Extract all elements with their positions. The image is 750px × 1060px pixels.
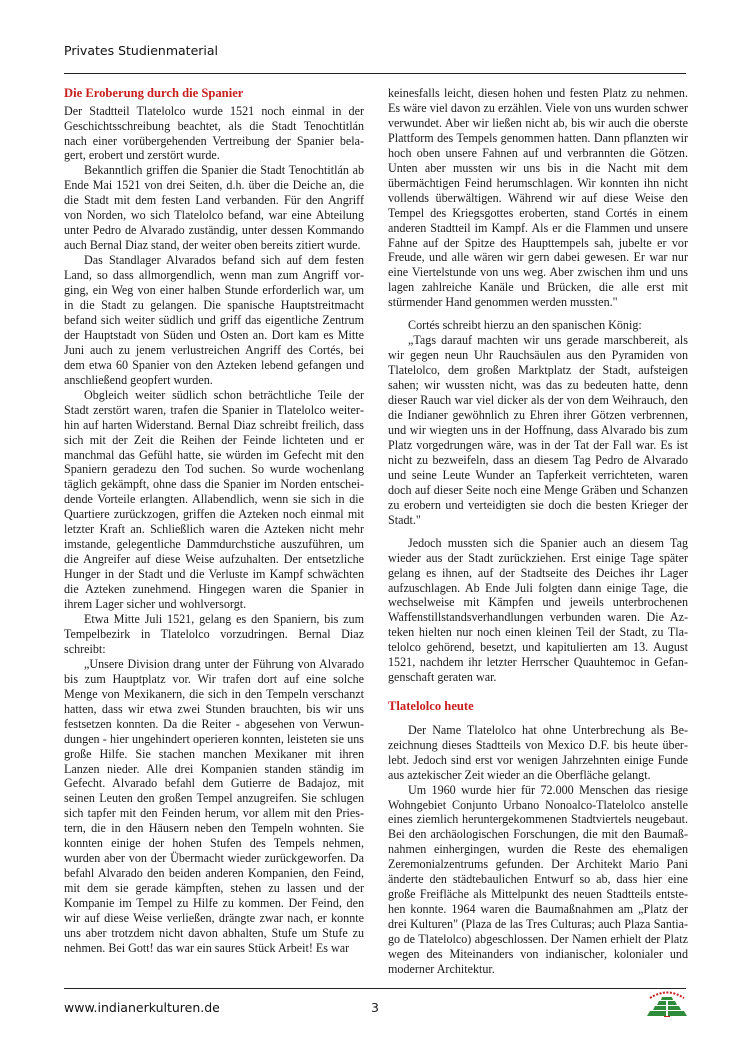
paragraph: Jedoch mussten sich die Spanier auch an diesem Tag wieder aus der Stadt zurückziehen. Erst einige Tage später gelang es ihnen, auf der Stadtseite des Deiches ihr Lager aufzuschlagen. Ab Ende Juli folgten dann einige Tage, die wechselweise mit Kämpfen und jeweils unterbrochenen Waffenstillstandsverhandlungen verbunden waren. Die Azteken hielten nur noch einen kleinen Teil der Stadt, zu Tlatelolco gehörend, besetzt, und kapitulierten am 13. August 1521, nachdem ihr letzter Herrscher Quauhtemoc in Gefangenschaft geraten war.: [388, 535, 688, 685]
paragraph: Bekanntlich griffen die Spanier die Stadt Tenochtitlán ab Ende Mai 1521 von drei Seiten, d.h. über die Deiche an, die die Stadt mit dem festen Land verbanden. Für den Angriff von Norden, wo sich Tlatelolco befand, war eine Abteilung unter Pedro de Alvarado zuständig, unter dessen Kommando auch Bernal Diaz stand, der weiter oben bereits zitiert wurde.: [64, 163, 364, 253]
pyramid-logo-icon: [642, 989, 692, 1017]
page-header-title: Privates Studienmaterial: [64, 43, 219, 58]
quote-paragraph: „Unsere Division drang unter der Führung von Alvarado bis zum Hauptplatz vor. Wir trafen dort auf eine solche Menge von Mexikanern, die sich in den Tempeln verschanzt hatten, dass wir etwa zwei Stunden brauchten, bis wir uns festsetzen konnten. Da die Reiter - abgesehen von Verwundungen - hier ungehindert operieren konnten, leisteten sie uns große Hilfe. Sie stachen manchen Mexikaner mit ihren Lanzen nieder. Alle drei Kompanien standen ständig im Gefecht. Alvarado befahl dem Gutierre de Badajoz, mit seinen Leuten den großen Tempel anzugreifen. Sie schlugen sich tapfer mit den Feinden herum, vor allem mit den Priestern, die in den Häusern neben den Tempeln wohnten. Sie konnten einige der hohen Stufen des Tempels nehmen, wurden aber von der Übermacht wieder zurückgeworfen. Da befahl Alvarado den beiden anderen Kompanien, den Feind, mit dem sie gerade kämpften, stehen zu lassen und der Kompanie im Tempel zu Hilfe zu kommen. Der Feind, den wir auf diese Weise verließen, drängte zwar nach, er konnte uns aber trotzdem nicht davon abhalten, Stufe um Stufe zu nehmen. Bei Gott! das war ein saures Stück Arbeit! Es war: [64, 656, 364, 955]
quote-paragraph: keinesfalls leicht, diesen hohen und festen Platz zu nehmen. Es wäre viel davon zu erzählen. Viele von uns wurden schwer verwundet. Aber wir ließen nicht ab, bis wir auch die oberste Plattform des Tempels genommen hatten. Dann pflanzten wir hoch oben unsere Fahnen auf und verbrannten die Götzen. Unten aber mussten wir uns bis in die Nacht mit dem übermächtigen Feind herumschlagen. Wir konnten ihn nicht vollends überwältigen. Während wir auf diese Weise den Tempel des Kriegsgottes eroberten, stand Cortés in einem anderen Stadtteil im Kampf. Als er die Flammen und unsere Fahne auf der Spitze des Haupttempels sah, jubelte er vor Freude, und alle wären wir gern dabei gewesen. Er war nur eine Viertelstunde von uns weg. Aber zwischen ihm und uns lagen zahlreiche Kanäle und Brücken, die alle erst mit stürmender Hand genommen werden mussten.": [388, 86, 688, 310]
header-divider: [64, 73, 686, 74]
right-column: [388, 86, 688, 977]
footer-url: www.indianerkulturen.de: [64, 1000, 220, 1015]
paragraph: Etwa Mitte Juli 1521, gelang es den Spaniern, bis zum Tempelbezirk in Tlatelolco vorzudringen. Bernal Diaz schreibt:: [64, 612, 364, 656]
paragraph: Der Name Tlatelolco hat ohne Unterbrechung als Bezeichnung dieses Stadtteils von Mexico D.F. bis heute überlebt. Jedoch sind erst vor wenigen Jahrzehnten einige Funde aus aztekischer Zeit wieder an die Oberfläche gelangt.: [388, 722, 688, 782]
paragraph: Das Standlager Alvarados befand sich auf dem festen Land, so dass allmorgendlich, wenn man zum Angriff vorging, ein Weg von einer halben Stunde erforderlich war, um in die Stadt zu gelangen. Die spanische Hauptstreitmacht befand sich weiter südlich und griff das eigentliche Zentrum der Hauptstadt von Süden und Osten an. Dort kam es Mitte Juni auch zu jenem verlustreichen Angriff des Cortés, bei dem etwa 60 Spanier von den Azteken lebend gefangen und anschließend geopfert wurden.: [64, 253, 364, 387]
paragraph: Cortés schreibt hierzu an den spanischen König:: [408, 318, 642, 333]
paragraph: Obgleich weiter südlich schon beträchtliche Teile der Stadt zerstört waren, trafen die Spanier in Tlatelolco weiterhin auf harten Widerstand. Bernal Diaz schreibt freilich, dass sich mit der Zeit die Reihen der Feinde lichteten und er manchmal das Gefühl hatte, sie würden im Gefecht mit den Spaniern geradezu den Tod suchen. So wurde wochenlang täglich gekämpft, ohne dass die Spanier im Norden entscheidende Vorteile erlangten. Allabendlich, wenn sie sich in die Quartiere zurückzogen, griffen die Azteken noch einmal mit letzter Kraft an. Schließlich waren die Azteken nicht mehr imstande, gelegentliche Dammdurchstiche auszuführen, um die Angreifer auf diese Weise aufzuhalten. Der entsetzliche Hunger in der Stadt und die Verluste im Kampf schwächten die Azteken zunehmend. Hingegen waren die Spanier in ihrem Lager sicher und wohlversorgt.: [64, 387, 364, 612]
section-heading-today: Tlatelolco heute: [388, 699, 474, 714]
footer-divider: [64, 988, 686, 989]
left-column: [64, 86, 364, 956]
quote-paragraph: „Tags darauf machten wir uns gerade marschbereit, als wir gegen neun Uhr Rauchsäulen aus den Pyramiden von Tlatelolco, dem großen Marktplatz der Stadt, aufsteigen sahen; wir wussten nicht, was das zu bedeuten hatte, denn dieser Rauch war viel dicker als der von dem Weihrauch, den die Indianer gewöhnlich zu Ehren ihrer Götzen verbrennen, und wir wiegten uns in der Hoffnung, dass Alvarado bis zum Platz vorgedrungen wäre, was in der Tat der Fall war. Es ist nicht zu bezweifeln, dass an diesem Tag Pedro de Alvarado und seine Leute Wunder an Tapferkeit verrichteten, waren doch auf dieser Seite noch eine Menge Gräben und Schanzen zu erobern und verteidigten sie doch die besten Krieger der Stadt.": [388, 333, 688, 527]
page-number: 3: [371, 1000, 379, 1015]
paragraph: Der Stadtteil Tlatelolco wurde 1521 noch einmal in der Geschichtsschreibung beachtet, als die Stadt Tenochtitlán nach einer vorübergehenden Vertreibung der Spanier belagert, erobert und zerstört wurde.: [64, 103, 364, 163]
section-heading-conquest: Die Eroberung durch die Spanier: [64, 86, 244, 100]
paragraph: Um 1960 wurde hier für 72.000 Menschen das riesige Wohngebiet Conjunto Urbano Nonoalco-Tlatelolco anstelle eines ziemlich heruntergekommenen Stadtviertels neugebaut. Bei den archäologischen Forschungen, die mit den Baumaßnahmen einhergingen, wurden die Reste des ehemaligen Zeremonialzentrums gefunden. Der Architekt Mario Pani änderte den städtebaulichen Entwurf so ab, dass hier eine große Freifläche als Mittelpunkt des neuen Stadtteils entstehen konnte. 1964 waren die Baumaßnahmen am „Platz der drei Kulturen" (Plaza de las Tres Culturas; auch Plaza Santiago de Tlatelolco) abgeschlossen. Der Namen erhielt der Platz wegen des Miteinanders von indianischer, kolonialer und moderner Architektur.: [388, 782, 688, 977]
